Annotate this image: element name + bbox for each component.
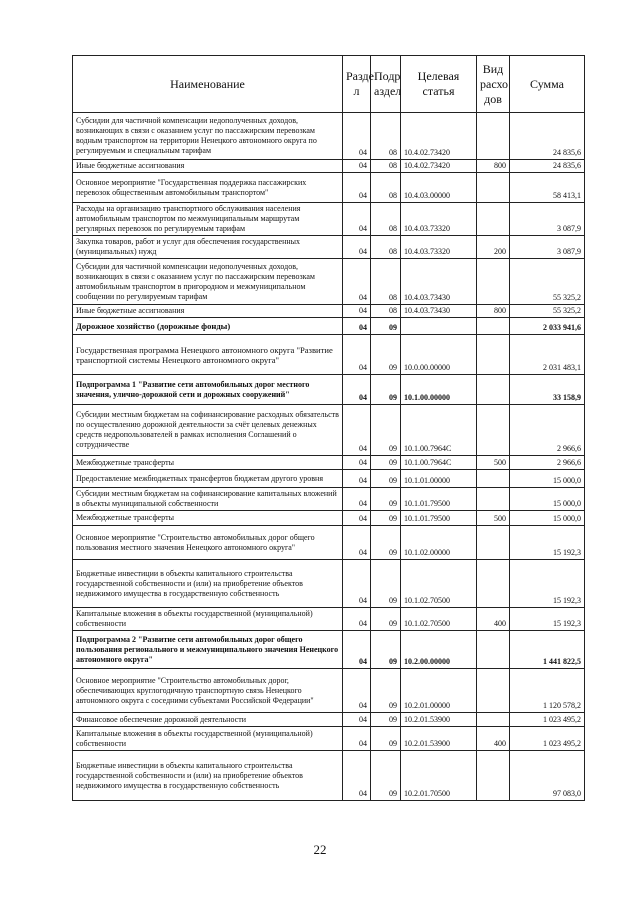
row-section-cell: 04	[343, 335, 371, 375]
row-subsection-cell: 09	[371, 335, 401, 375]
row-name-cell: Межбюджетные трансферты	[73, 456, 343, 470]
row-amount-cell: 15 192,3	[510, 560, 585, 608]
row-article-cell: 10.2.01.53900	[401, 713, 477, 727]
row-amount-cell: 33 158,9	[510, 375, 585, 405]
row-name-cell: Бюджетные инвестиции в объекты капитального строительства государственной собственности и (или) на приобретение объектов недвижимого имущества в государственную собственность	[73, 751, 343, 801]
table-row	[73, 608, 585, 631]
row-article-cell: 10.1.00.7964C	[401, 405, 477, 456]
row-amount-cell: 1 023 495,2	[510, 727, 585, 751]
table-row	[73, 631, 585, 669]
header-row	[73, 56, 585, 113]
row-expense-type-cell	[477, 631, 510, 669]
row-subsection-cell: 09	[371, 669, 401, 713]
row-subsection-cell: 09	[371, 631, 401, 669]
row-name-cell: Межбюджетные трансферты	[73, 511, 343, 526]
row-expense-type-cell	[477, 560, 510, 608]
header-expense-type: Вид расхо дов	[477, 56, 510, 113]
header-amount: Сумма	[510, 56, 585, 113]
row-name-cell: Расходы на организацию транспортного обслуживания населения автомобильным транспортом по межмуниципальным маршрутам регулярных перевозок по регулируемым тарифам	[73, 203, 343, 236]
row-amount-cell: 2 966,6	[510, 405, 585, 456]
row-section-cell: 04	[343, 470, 371, 488]
row-subsection-cell: 09	[371, 456, 401, 470]
row-article-cell: 10.1.01.79500	[401, 488, 477, 511]
row-name-cell: Основное мероприятие "Строительство автомобильных дорог общего пользования местного значения Ненецкого автономного округа"	[73, 526, 343, 560]
row-expense-type-cell: 800	[477, 160, 510, 173]
row-subsection-cell: 09	[371, 488, 401, 511]
page-number: 22	[313, 842, 327, 857]
row-expense-type-cell	[477, 526, 510, 560]
table-row	[73, 669, 585, 713]
row-article-cell	[401, 318, 477, 335]
row-article-cell: 10.1.01.00000	[401, 470, 477, 488]
table-row	[73, 511, 585, 526]
row-subsection-cell: 08	[371, 305, 401, 318]
row-amount-cell: 15 192,3	[510, 526, 585, 560]
row-section-cell: 04	[343, 526, 371, 560]
row-section-cell: 04	[343, 305, 371, 318]
row-expense-type-cell: 500	[477, 456, 510, 470]
row-amount-cell: 15 000,0	[510, 511, 585, 526]
row-name-cell: Финансовое обеспечение дорожной деятельности	[73, 713, 343, 727]
row-section-cell: 04	[343, 713, 371, 727]
table-row	[73, 259, 585, 305]
table-row	[73, 456, 585, 470]
row-section-cell: 04	[343, 203, 371, 236]
header-article: Целевая статья	[401, 56, 477, 113]
row-subsection-cell: 09	[371, 405, 401, 456]
row-section-cell: 04	[343, 160, 371, 173]
row-expense-type-cell	[477, 113, 510, 160]
table-row	[73, 113, 585, 160]
row-article-cell: 10.4.02.73420	[401, 113, 477, 160]
table-row	[73, 470, 585, 488]
row-name-cell: Капитальные вложения в объекты государственной (муниципальной) собственности	[73, 727, 343, 751]
header-subsection: Подр аздел	[371, 56, 401, 113]
row-article-cell: 10.4.03.73430	[401, 305, 477, 318]
row-section-cell: 04	[343, 173, 371, 203]
row-name-cell: Подпрограмма 2 "Развитие сети автомобильных дорог общего пользования регионального и межмуниципального значения Ненецкого автономного округа"	[73, 631, 343, 669]
row-article-cell: 10.1.02.70500	[401, 560, 477, 608]
table-row	[73, 173, 585, 203]
table-row	[73, 488, 585, 511]
table-row	[73, 526, 585, 560]
row-article-cell: 10.1.01.79500	[401, 511, 477, 526]
row-name-cell: Субсидии для частичной компенсации недополученных доходов, возникающих в связи с оказанием услуг по пассажирским перевозкам водным транспортом на территории Ненецкого автономного округа по регулируемым и специальным тарифам	[73, 113, 343, 160]
row-article-cell: 10.4.03.00000	[401, 173, 477, 203]
row-expense-type-cell	[477, 751, 510, 801]
row-expense-type-cell	[477, 405, 510, 456]
row-article-cell: 10.2.01.70500	[401, 751, 477, 801]
row-section-cell: 04	[343, 631, 371, 669]
row-expense-type-cell: 800	[477, 305, 510, 318]
row-amount-cell: 24 835,6	[510, 113, 585, 160]
row-name-cell: Бюджетные инвестиции в объекты капитального строительства государственной собственности и (или) на приобретение объектов недвижимого имущества в государственную собственность	[73, 560, 343, 608]
row-subsection-cell: 08	[371, 236, 401, 259]
row-subsection-cell: 09	[371, 560, 401, 608]
row-section-cell: 04	[343, 511, 371, 526]
table-row	[73, 375, 585, 405]
row-subsection-cell: 09	[371, 511, 401, 526]
table-row	[73, 335, 585, 375]
row-section-cell: 04	[343, 608, 371, 631]
row-article-cell: 10.1.02.70500	[401, 608, 477, 631]
row-expense-type-cell: 200	[477, 236, 510, 259]
row-name-cell: Государственная программа Ненецкого автономного округа "Развитие транспортной системы Ненецкого автономного округа"	[73, 335, 343, 375]
row-name-cell: Иные бюджетные ассигнования	[73, 305, 343, 318]
row-amount-cell: 15 000,0	[510, 488, 585, 511]
row-expense-type-cell: 500	[477, 511, 510, 526]
table-row	[73, 727, 585, 751]
row-section-cell: 04	[343, 236, 371, 259]
row-subsection-cell: 08	[371, 259, 401, 305]
row-section-cell: 04	[343, 488, 371, 511]
row-subsection-cell: 09	[371, 318, 401, 335]
row-subsection-cell: 08	[371, 160, 401, 173]
table-row	[73, 405, 585, 456]
row-expense-type-cell	[477, 375, 510, 405]
row-subsection-cell: 09	[371, 713, 401, 727]
row-name-cell: Субсидии местным бюджетам на софинансирование расходных обязательств по осуществлению дорожной деятельности за счёт целевых денежных средств недропользователей в рамках исполнения Соглашений о сотрудничестве	[73, 405, 343, 456]
row-amount-cell: 15 192,3	[510, 608, 585, 631]
table-row	[73, 318, 585, 335]
row-amount-cell: 55 325,2	[510, 259, 585, 305]
row-expense-type-cell	[477, 259, 510, 305]
row-name-cell: Закупка товаров, работ и услуг для обеспечения государственных (муниципальных) нужд	[73, 236, 343, 259]
table-row	[73, 236, 585, 259]
row-subsection-cell: 09	[371, 526, 401, 560]
row-article-cell: 10.4.03.73320	[401, 236, 477, 259]
row-amount-cell: 1 023 495,2	[510, 713, 585, 727]
row-name-cell: Предоставление межбюджетных трансфертов бюджетам другого уровня	[73, 470, 343, 488]
row-expense-type-cell	[477, 488, 510, 511]
row-subsection-cell: 09	[371, 375, 401, 405]
row-subsection-cell: 08	[371, 203, 401, 236]
table-row	[73, 713, 585, 727]
row-name-cell: Основное мероприятие "Государственная поддержка пассажирских перевозок общественным автомобильным транспортом"	[73, 173, 343, 203]
row-subsection-cell: 08	[371, 113, 401, 160]
row-name-cell: Основное мероприятие "Строительство автомобильных дорог, обеспечивающих круглогодичную транспортную связь Ненецкого автономного округа с соседними субъектами Российской Федерации"	[73, 669, 343, 713]
row-expense-type-cell	[477, 669, 510, 713]
row-amount-cell: 3 087,9	[510, 236, 585, 259]
table-row	[73, 160, 585, 173]
row-article-cell: 10.1.00.7964C	[401, 456, 477, 470]
row-amount-cell: 24 835,6	[510, 160, 585, 173]
table-body	[73, 113, 585, 801]
row-expense-type-cell	[477, 318, 510, 335]
row-name-cell: Субсидии местным бюджетам на софинансирование капитальных вложений в объекты муниципальной собственности	[73, 488, 343, 511]
row-article-cell: 10.1.02.00000	[401, 526, 477, 560]
row-section-cell: 04	[343, 751, 371, 801]
row-article-cell: 10.2.01.00000	[401, 669, 477, 713]
row-article-cell: 10.4.03.73320	[401, 203, 477, 236]
row-name-cell: Капитальные вложения в объекты государственной (муниципальной) собственности	[73, 608, 343, 631]
row-subsection-cell: 08	[371, 173, 401, 203]
table-row	[73, 203, 585, 236]
row-expense-type-cell	[477, 203, 510, 236]
row-subsection-cell: 09	[371, 608, 401, 631]
row-name-cell: Дорожное хозяйство (дорожные фонды)	[73, 318, 343, 335]
row-expense-type-cell	[477, 335, 510, 375]
row-name-cell: Подпрограмма 1 "Развитие сети автомобильных дорог местного значения, улично-дорожной сети и дорожных сооружений"	[73, 375, 343, 405]
row-expense-type-cell: 400	[477, 727, 510, 751]
row-article-cell: 10.1.00.00000	[401, 375, 477, 405]
row-article-cell: 10.4.02.73420	[401, 160, 477, 173]
row-article-cell: 10.2.00.00000	[401, 631, 477, 669]
row-section-cell: 04	[343, 405, 371, 456]
row-section-cell: 04	[343, 727, 371, 751]
row-section-cell: 04	[343, 375, 371, 405]
row-amount-cell: 3 087,9	[510, 203, 585, 236]
row-subsection-cell: 09	[371, 727, 401, 751]
row-section-cell: 04	[343, 456, 371, 470]
row-subsection-cell: 09	[371, 751, 401, 801]
row-amount-cell: 1 441 822,5	[510, 631, 585, 669]
row-expense-type-cell	[477, 713, 510, 727]
row-subsection-cell: 09	[371, 470, 401, 488]
row-section-cell: 04	[343, 669, 371, 713]
row-name-cell: Субсидии для частичной компенсации недополученных доходов, возникающих в связи с оказанием услуг по пассажирским перевозкам автомобильным транспортом в пригородном и межмуниципальном сообщении по регулируемым тарифам	[73, 259, 343, 305]
row-amount-cell: 2 031 483,1	[510, 335, 585, 375]
header-name: Наименование	[73, 56, 343, 113]
row-expense-type-cell	[477, 470, 510, 488]
row-amount-cell: 2 966,6	[510, 456, 585, 470]
table-row	[73, 751, 585, 801]
row-amount-cell: 58 413,1	[510, 173, 585, 203]
row-amount-cell: 15 000,0	[510, 470, 585, 488]
row-name-cell: Иные бюджетные ассигнования	[73, 160, 343, 173]
row-expense-type-cell	[477, 173, 510, 203]
header-section: Разде л	[343, 56, 371, 113]
row-section-cell: 04	[343, 259, 371, 305]
row-article-cell: 10.2.01.53900	[401, 727, 477, 751]
row-article-cell: 10.4.03.73430	[401, 259, 477, 305]
row-amount-cell: 55 325,2	[510, 305, 585, 318]
row-amount-cell: 97 083,0	[510, 751, 585, 801]
row-section-cell: 04	[343, 560, 371, 608]
table-row	[73, 560, 585, 608]
table-header	[73, 56, 585, 113]
row-amount-cell: 2 033 941,6	[510, 318, 585, 335]
row-expense-type-cell: 400	[477, 608, 510, 631]
row-article-cell: 10.0.00.00000	[401, 335, 477, 375]
row-section-cell: 04	[343, 113, 371, 160]
row-amount-cell: 1 120 578,2	[510, 669, 585, 713]
table-row	[73, 305, 585, 318]
budget-table	[72, 55, 585, 801]
row-section-cell: 04	[343, 318, 371, 335]
